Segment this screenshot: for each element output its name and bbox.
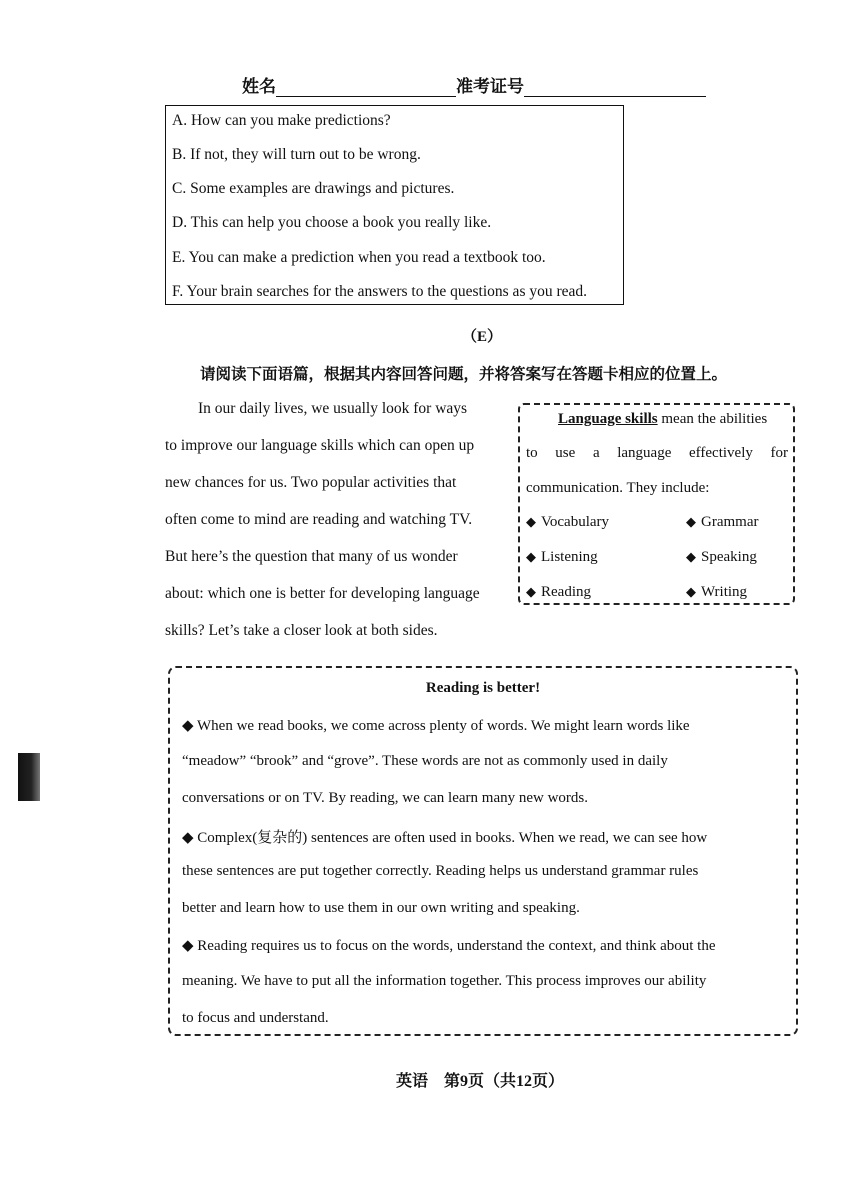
skills-definition-line bbox=[558, 411, 767, 428]
skill-label: Listening bbox=[541, 549, 598, 565]
reading-is-better-box bbox=[168, 666, 798, 1036]
section-label: （E） bbox=[462, 329, 503, 345]
skill-item bbox=[686, 549, 757, 566]
option-b: B. If not, they will turn out to be wrong. bbox=[172, 146, 421, 163]
skill-item bbox=[686, 514, 758, 531]
exam-id-label: 准考证号 bbox=[456, 77, 524, 96]
intro-line: to improve our language skills which can open up bbox=[165, 437, 475, 454]
skill-item bbox=[526, 514, 609, 531]
diamond-bullet-icon: ◆ bbox=[526, 584, 536, 599]
skills-term: Language skills bbox=[558, 411, 658, 427]
intro-line: skills? Let’s take a closer look at both sides. bbox=[165, 622, 438, 639]
skill-label: Vocabulary bbox=[541, 514, 610, 530]
reading-line: to focus and understand. bbox=[182, 1010, 329, 1026]
reading-line: “meadow” “brook” and “grove”. These words are not as commonly used in daily bbox=[182, 753, 668, 769]
reading-line: better and learn how to use them in our own writing and speaking. bbox=[182, 900, 580, 916]
skill-label: Reading bbox=[541, 584, 591, 600]
skill-item bbox=[686, 584, 747, 601]
options-box bbox=[165, 105, 624, 305]
skill-item bbox=[526, 549, 598, 566]
skills-definition-line: to use a language effectively for bbox=[526, 445, 788, 461]
option-f: F. Your brain searches for the answers to the questions as you read. bbox=[172, 283, 588, 300]
reading-line: ◆ Complex(复杂的) sentences are often used in books. When we read, we can see how bbox=[182, 830, 708, 846]
exam-id-blank[interactable] bbox=[524, 80, 706, 97]
reading-line: conversations or on TV. By reading, we can learn many new words. bbox=[182, 790, 589, 806]
intro-line: often come to mind are reading and watching TV. bbox=[165, 511, 473, 528]
page-footer: 英语 第9页（共12页） bbox=[396, 1073, 565, 1090]
option-d: D. This can help you choose a book you really like. bbox=[172, 214, 492, 231]
skill-label: Speaking bbox=[701, 549, 757, 565]
option-c: C. Some examples are drawings and pictures. bbox=[172, 180, 455, 197]
option-a: A. How can you make predictions? bbox=[172, 112, 391, 129]
skill-label: Grammar bbox=[701, 514, 759, 530]
diamond-bullet-icon: ◆ bbox=[686, 584, 696, 599]
intro-line: But here’s the question that many of us wonder bbox=[165, 548, 458, 565]
reading-line: ◆ When we read books, we come across plenty of words. We might learn words like bbox=[182, 718, 690, 734]
language-skills-box bbox=[518, 403, 795, 605]
diamond-bullet-icon: ◆ bbox=[686, 549, 696, 564]
diamond-bullet-icon: ◆ bbox=[526, 514, 536, 529]
skills-definition-line: communication. They include: bbox=[526, 480, 710, 496]
intro-line: In our daily lives, we usually look for ways bbox=[198, 400, 468, 417]
candidate-header bbox=[242, 72, 706, 97]
intro-line: about: which one is better for developing language bbox=[165, 585, 480, 602]
reading-line: ◆ Reading requires us to focus on the words, understand the context, and think about the bbox=[182, 938, 716, 954]
name-label: 姓名 bbox=[242, 77, 276, 96]
reading-box-title: Reading is better! bbox=[425, 680, 541, 696]
diamond-bullet-icon: ◆ bbox=[686, 514, 696, 529]
intro-line: new chances for us. Two popular activities that bbox=[165, 474, 457, 491]
option-e: E. You can make a prediction when you read a textbook too. bbox=[172, 249, 546, 266]
instruction-text: 请阅读下面语篇，根据其内容回答问题，并将答案写在答题卡相应的位置上。 bbox=[200, 366, 728, 383]
reading-line: these sentences are put together correctly. Reading helps us understand grammar rules bbox=[182, 863, 699, 879]
name-blank[interactable] bbox=[276, 80, 456, 97]
skill-label: Writing bbox=[701, 584, 748, 600]
scan-edge-mark bbox=[18, 753, 40, 801]
reading-line: meaning. We have to put all the information together. This process improves our ability bbox=[182, 973, 707, 989]
skill-item bbox=[526, 584, 591, 601]
diamond-bullet-icon: ◆ bbox=[526, 549, 536, 564]
skills-definition-rest: mean the abilities bbox=[657, 411, 768, 427]
